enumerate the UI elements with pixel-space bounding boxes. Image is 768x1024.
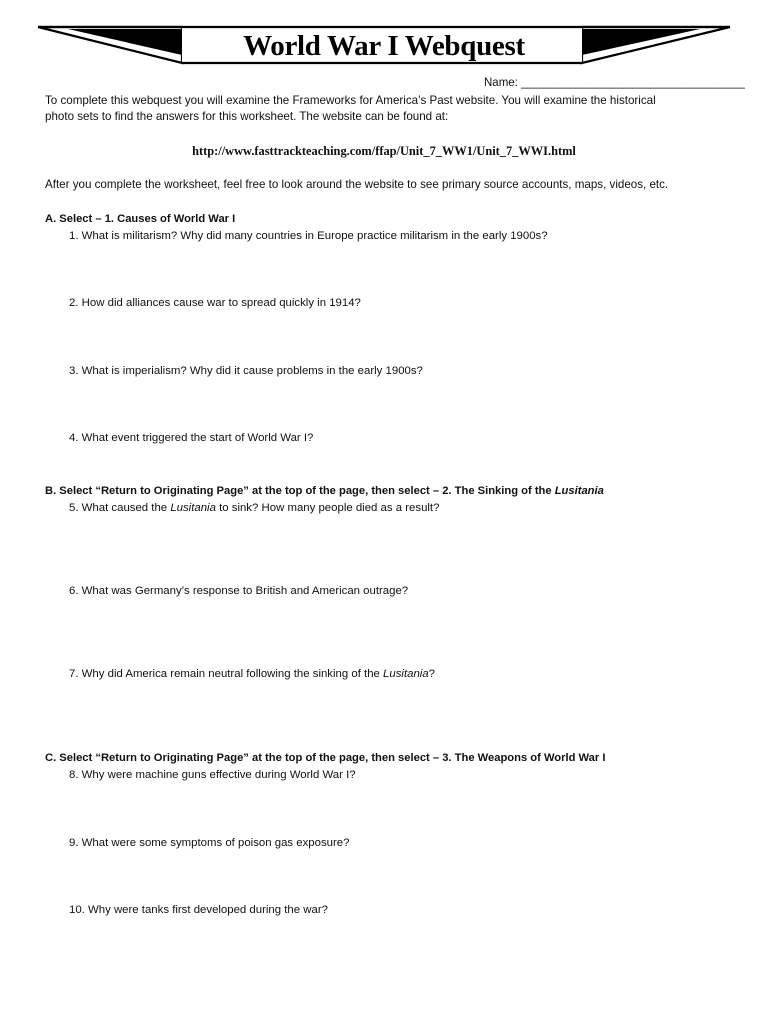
question-7 [69, 666, 435, 682]
section-b-heading [45, 483, 604, 499]
question-9: 9. What were some symptoms of poison gas exposure? [69, 837, 350, 849]
question-7-post: ? [428, 668, 435, 680]
question-6: 6. What was Germany’s response to British and American outrage? [69, 585, 409, 597]
question-7-ship: Lusitania [383, 668, 429, 680]
question-1: 1. What is militarism? Why did many countries in Europe practice militarism in the early 1900s? [69, 230, 548, 242]
section-c-heading: C. Select “Return to Originating Page” at the top of the page, then select – 3. The Weapons of World War I [45, 752, 606, 764]
website-url[interactable]: http://www.fasttrackteaching.com/ffap/Unit_7_WW1/Unit_7_WWI.html [192, 144, 576, 158]
section-a-heading: A. Select – 1. Causes of World War I [45, 213, 236, 225]
section-b-heading-text: B. Select “Return to Originating Page” at the top of the page, then select – 2. The Sinking of the [45, 485, 555, 497]
section-b-heading-ship: Lusitania [554, 485, 604, 497]
question-8: 8. Why were machine guns effective during World War I? [69, 769, 356, 781]
page-title: World War I Webquest [243, 30, 525, 62]
title-banner [0, 0, 768, 72]
question-10: 10. Why were tanks first developed during the war? [69, 904, 328, 916]
question-5-ship: Lusitania [170, 502, 216, 514]
question-3: 3. What is imperialism? Why did it cause problems in the early 1900s? [69, 365, 423, 377]
question-5-post: to sink? How many people died as a result? [215, 502, 440, 514]
name-field[interactable]: Name: ___________________________________ [484, 77, 745, 89]
question-2: 2. How did alliances cause war to spread quickly in 1914? [69, 297, 361, 309]
question-5-pre: 5. What caused the [69, 502, 171, 514]
intro-line-1: To complete this webquest you will examine the Frameworks for America’s Past website. You will examine the historical [45, 94, 656, 107]
intro-line-2: photo sets to find the answers for this worksheet. The website can be found at: [45, 110, 449, 123]
question-5 [69, 500, 439, 516]
question-7-pre: 7. Why did America remain neutral following the sinking of the [69, 668, 384, 680]
after-note: After you complete the worksheet, feel free to look around the website to see primary source accounts, maps, videos, etc. [45, 178, 669, 191]
question-4: 4. What event triggered the start of World War I? [69, 432, 314, 444]
